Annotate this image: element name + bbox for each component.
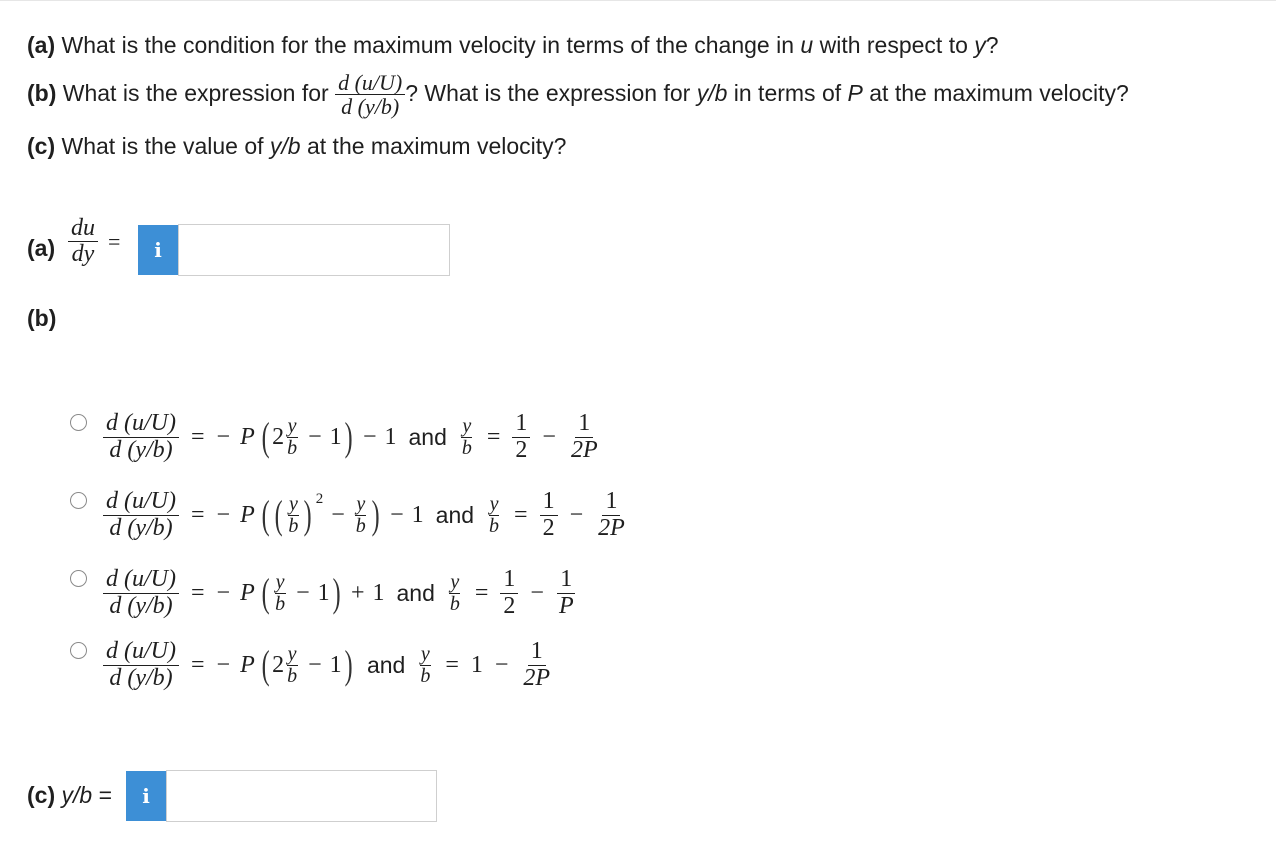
option-1-expression: $\frac{d (u/U)}{d (y/b)}$ = − P ( 2 $\frac{y}{b}$ − 1 ) − 1 and $\frac{y}{b}$ = $\frac{1}{2}$ − $\frac{1}{2P}$ xyxy=(103,411,601,462)
part-a-answer-input[interactable] xyxy=(178,224,450,276)
option-3-expression: $\frac{d (u/U)}{d (y/b)}$ = − P ( $\frac{y}{b}$ − 1 ) + 1 and $\frac{y}{b}$ = $\frac{1}{2}$ − $\frac{1}{P}$ xyxy=(103,567,577,618)
option-1-radio[interactable] xyxy=(70,414,87,431)
option-4-expression: $\frac{d (u/U)}{d (y/b)}$ = − P ( 2 $\frac{y}{b}$ − 1 ) and $\frac{y}{b}$ = 1 − $\frac{1}{2P}$ xyxy=(103,639,553,690)
part-a-info-icon[interactable]: i xyxy=(138,225,178,275)
question-a: (a) What is the condition for the maximum velocity in terms of the change in u with respect to y? xyxy=(27,32,999,58)
option-1[interactable] xyxy=(70,402,601,472)
option-4-radio[interactable] xyxy=(70,642,87,659)
part-c-label: (c) y/b = xyxy=(27,782,113,808)
option-2[interactable] xyxy=(70,480,628,550)
part-c-info-icon[interactable]: i xyxy=(126,771,166,821)
part-b-label: (b) xyxy=(27,305,57,331)
option-2-expression: $\frac{d (u/U)}{d (y/b)}$ = − P ( ( $\frac{y}{b}$ ) 2 − $\frac{y}{b}$ ) − 1 and $\frac{y}{b}$ = $\frac{1}{2}$ − $\frac{1}{2P}$ xyxy=(103,489,628,540)
option-4[interactable] xyxy=(70,630,553,700)
top-divider xyxy=(0,0,1276,1)
option-3[interactable] xyxy=(70,558,577,628)
option-2-radio[interactable] xyxy=(70,492,87,509)
question-b-fraction: $\frac{d (u/U)}{d (y/b)}$ xyxy=(335,71,405,118)
part-a-derivative: $\frac{du}{dy}$ = xyxy=(68,216,120,267)
option-3-radio[interactable] xyxy=(70,570,87,587)
question-c: (c) What is the value of y/b at the maximum velocity? xyxy=(27,133,567,159)
question-b: (b) What is the expression for $\frac{d (u/U)}{d (y/b)}$ ? What is the expression for y/b in terms of P at the maximum velocity? xyxy=(27,70,1129,120)
part-c-answer-input[interactable] xyxy=(166,770,437,822)
part-a-label: (a) xyxy=(27,235,56,261)
